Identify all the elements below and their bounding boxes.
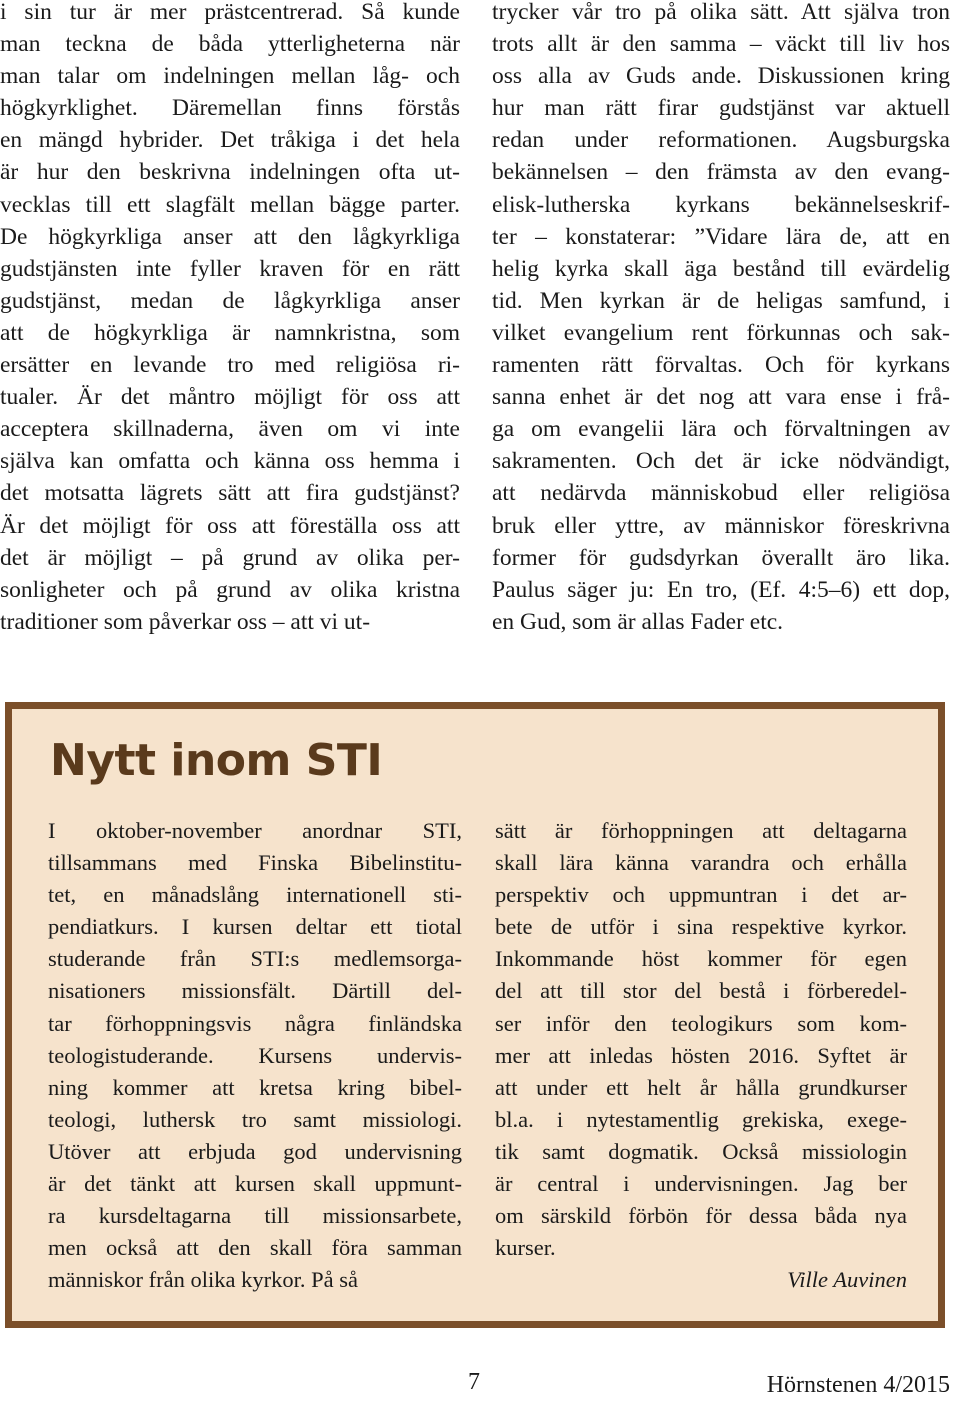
text-line: oss alla av Guds ande. Diskussionen kring [492,63,950,90]
article-right-column [492,0,950,638]
text-line: är central i undervisningen. Jag ber [495,1171,907,1197]
text-line: Inkommande höst kommer för egen [495,946,907,972]
text-line: perspektiv och uppmuntran i det ar- [495,882,907,908]
text-line: redan under reformationen. Augsburgska [492,127,950,154]
text-line: sätt är förhoppningen att deltagarna [495,818,907,843]
text-line: man talar om indelningen mellan låg- och [0,63,460,90]
text-line: former för gudsdyrkan överallt äro lika. [492,544,950,571]
text-line: men också att den skall föra samman [48,1235,462,1261]
text-line: sakramenten. Och det är icke nödvändigt, [492,448,950,475]
author-signature: Ville Auvinen [787,1267,907,1293]
news-box [5,702,945,1328]
text-line: sonligheter och på grund av olika kristna [0,576,460,603]
text-line: Paulus säger ju: En tro, (Ef. 4:5–6) ett dop, [492,576,950,603]
text-line: ramenten rätt förvaltas. Och för kyrkans [492,352,950,379]
text-line: det är möjligt – på grund av olika per- [0,544,460,571]
text-line: teologistuderande. Kursens undervis- [48,1042,462,1068]
text-line: att de högkyrkliga är namnkristna, som [0,319,460,346]
text-line: sanna enhet är det nog att vara ense i frå- [492,384,950,411]
text-line: traditioner som påverkar oss – att vi ut- [0,608,371,635]
text-line: vilket evangelium rent förkunnas och sak- [492,319,950,346]
text-line: högkyrklighet. Däremellan finns förstås [0,95,460,122]
text-line: bruk eller yttre, av människor föreskrivna [492,512,950,539]
text-line: skall lära känna varandra och erhålla [495,850,907,876]
text-line: man teckna de båda ytterligheterna när [0,31,460,58]
text-line: om särskild förbön för dessa båda nya [495,1203,907,1229]
text-line: vecklas till ett slagfält mellan bägge parter. [0,191,460,218]
text-line: att nedärvda människobud eller religiösa [492,480,950,507]
text-line: själva kan omfatta och känna oss hemma i [0,448,460,475]
text-line: ga om evangelii lära och förvaltningen av [492,416,950,443]
text-line: kurser. [495,1235,556,1261]
magazine-issue: Hörnstenen 4/2015 [766,1372,950,1398]
text-line: studerande från STI:s medlemsorga- [48,946,462,972]
text-line: teologi, luthersk tro samt missiologi. [48,1106,462,1132]
text-line: ersätter en levande tro med religiösa ri- [0,352,460,379]
news-box-left-column [48,815,462,1296]
text-line: Är det möjligt för oss att föreställa oss att [0,512,460,539]
text-line: gudstjänsten inte fyller kraven för en rätt [0,255,460,282]
text-line: del att till stor del bestå i förberedel- [495,978,907,1004]
text-line: tid. Men kyrkan är de heligas samfund, i [492,287,950,314]
news-box-title: Nytt inom STI [50,735,383,786]
text-line: acceptera skillnaderna, även om vi inte [0,416,460,443]
text-line: I oktober-november anordnar STI, [48,818,462,843]
text-line: elisk-lutherska kyrkans bekännelseskrif- [492,191,950,218]
text-line: tillsammans med Finska Bibelinstitu- [48,850,462,876]
text-line: ter – konstaterar: ”Vidare lära de, att en [492,223,950,250]
text-line: människor från olika kyrkor. På så [48,1267,358,1293]
text-line: gudstjänst, medan de lågkyrkliga anser [0,287,460,314]
text-line: ra kursdeltagarna till missionsarbete, [48,1203,462,1229]
text-line: hur man rätt firar gudstjänst var aktuell [492,95,950,122]
text-line: det motsatta lägrets sätt att fira gudstjänst? [0,480,460,507]
text-line: Utöver att erbjuda god undervisning [48,1138,462,1164]
text-line: trycker vår tro på olika sätt. Att själva tron [492,0,950,25]
text-line: mer att inledas hösten 2016. Syftet är [495,1042,907,1068]
text-line: är hur den beskrivna indelningen ofta ut- [0,159,460,186]
text-line: en mängd hybrider. Det tråkiga i det hela [0,127,460,154]
text-line: ser inför den teologikurs som kom- [495,1010,907,1036]
news-box-right-column [495,815,907,1296]
text-line: ning kommer att kretsa kring bibel- [48,1074,462,1100]
text-line: att under ett helt år hålla grundkurser [495,1074,907,1100]
text-line: i sin tur är mer prästcentrerad. Så kunde [0,0,460,25]
text-line: bete de utför i sina respektive kyrkor. [495,914,907,940]
text-line: helig kyrka skall äga bestånd till evärdelig [492,255,950,282]
text-line: tar förhoppningsvis några finländska [48,1010,462,1036]
text-line: nisationers missionsfält. Därtill del- [48,978,462,1004]
text-line: tet, en månadslång internationell sti- [48,882,462,908]
text-line: bekännelsen – den främsta av den evang- [492,159,950,186]
page-number: 7 [468,1369,480,1395]
article-left-column [0,0,460,638]
text-line: är det tänkt att kursen skall uppmunt- [48,1171,462,1197]
text-line: trots allt är den samma – väckt till liv hos [492,31,950,58]
text-line: pendiatkurs. I kursen deltar ett tiotal [48,914,462,940]
text-line: tualer. Är det måntro möjligt för oss att [0,384,460,411]
text-line: tik samt dogmatik. Också missiologin [495,1138,907,1164]
text-line: bl.a. i nytestamentlig grekiska, exege- [495,1106,907,1132]
text-line: De högkyrkliga anser att den lågkyrkliga [0,223,460,250]
text-line: en Gud, som är allas Fader etc. [492,608,784,635]
